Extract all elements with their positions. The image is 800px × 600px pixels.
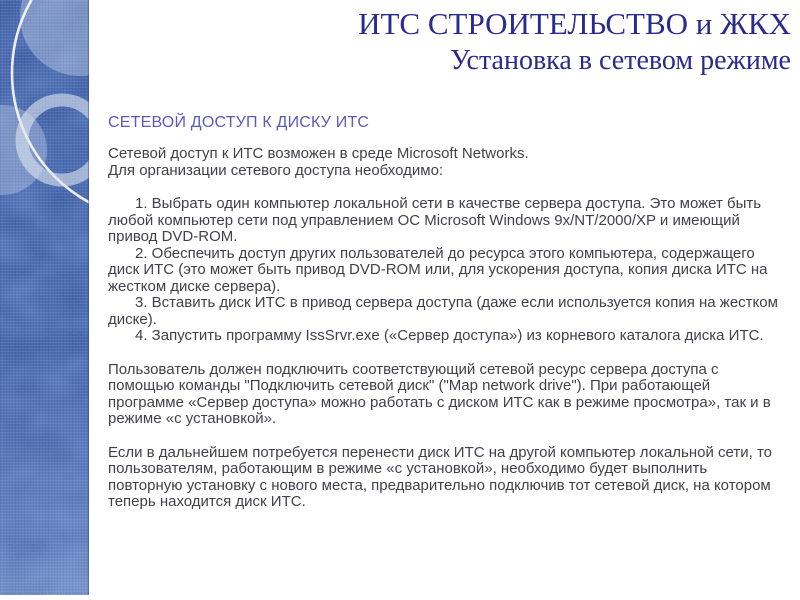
- body-paragraphs: [108, 362, 780, 511]
- step-item: 2. Обеспечить доступ других пользователей до ресурса этого компьютера, содержащего диск ИТС (это может быть привод DVD-ROM или, для ускорения доступа, копия диска ИТС на жестком диске сервера).: [108, 244, 768, 295]
- sidebar-edge: [88, 0, 89, 595]
- denim-sidebar: [0, 0, 89, 595]
- step-item: 1. Выбрать один компьютер локальной сети в качестве сервера доступа. Это может быть любой компьютер сети под управлением ОС Microsoft Windows 9x/NT/2000/XP и имеющий привод DVD-ROM.: [108, 195, 762, 245]
- slide-title-line1: ИТС СТРОИТЕЛЬСТВО и ЖКХ: [358, 6, 791, 41]
- slide-title-line2: Установка в сетевом режиме: [450, 45, 791, 76]
- body-paragraph: Пользователь должен подключить соответствующий сетевой ресурс сервера доступа с помощью команды "Подключить сетевой диск" ("Map network drive"). При работающей программе «Сервер доступа» можно работать с диском ИТС как в режиме просмотра», так и в режиме «с установкой».: [108, 360, 771, 427]
- intro-line: Для организации сетевого доступа необходимо:: [108, 161, 444, 179]
- step-item: 3. Вставить диск ИТС в привод сервера доступа (даже если используется копия на жестком диске).: [108, 294, 778, 328]
- slide-title: [358, 3, 791, 77]
- slide-body: [108, 114, 780, 511]
- intro-line: Сетевой доступ к ИТС возможен в среде Microsoft Networks.: [108, 145, 529, 162]
- numbered-steps: [108, 196, 780, 345]
- section-heading: СЕТЕВОЙ ДОСТУП К ДИСКУ ИТС: [108, 114, 370, 131]
- step-item: 4. Запустить программу IssSrvr.exe («Сервер доступа») из корневого каталога диска ИТС.: [135, 327, 764, 344]
- intro-paragraph: [108, 146, 780, 179]
- body-paragraph: Если в дальнейшем потребуется перенести диск ИТС на другой компьютер локальной сети, то пользователям, работающим в режиме «с установкой», необходимо будет выполнить повторную установку с нового места, предварительно подключив тот сетевой диск, на котором теперь находится диск ИТС.: [108, 443, 772, 510]
